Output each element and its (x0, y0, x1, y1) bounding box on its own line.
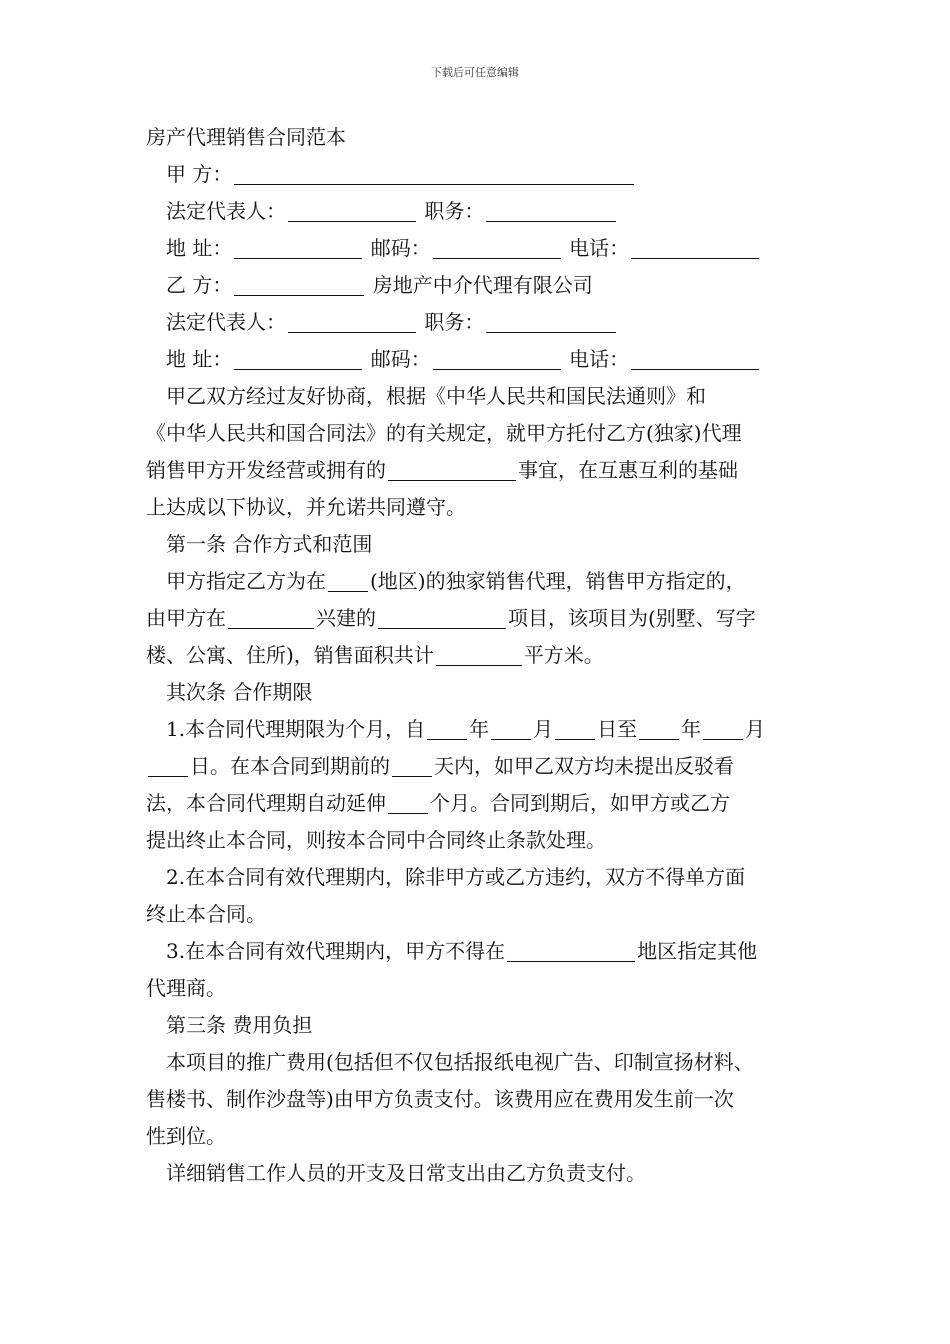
position-blank[interactable] (486, 310, 616, 333)
region-blank[interactable] (507, 939, 635, 962)
article-line (146, 563, 811, 600)
party-b-address-line (146, 341, 811, 378)
party-a-line (146, 156, 811, 193)
party-a-rep-line (146, 193, 811, 230)
intro-line: 上达成以下协议，并允诺共同遵守。 (146, 495, 466, 519)
postcode-label: 邮码： (370, 236, 431, 260)
article-line: 详细销售工作人员的开支及日常支出由乙方负责支付。 (166, 1161, 646, 1185)
month-blank[interactable] (491, 717, 531, 740)
article-line: 2.在本合同有效代理期内，除非甲方或乙方违约，双方不得单方面 (166, 865, 746, 889)
party-a-label: 甲 方： (166, 162, 233, 186)
party-b-label: 乙 方： (166, 273, 233, 297)
article-text: 天内，如甲乙双方均未提出反驳看 (434, 754, 734, 778)
phone-blank[interactable] (631, 347, 759, 370)
article-line (146, 785, 811, 822)
party-a-address-line (146, 230, 811, 267)
position-label: 职务： (424, 199, 485, 223)
region-blank[interactable] (328, 569, 368, 592)
postcode-blank[interactable] (433, 347, 561, 370)
postcode-label: 邮码： (370, 347, 431, 371)
intro-line (146, 452, 811, 489)
address-label: 地 址： (166, 236, 233, 260)
party-b-blank[interactable] (234, 273, 364, 296)
article-text: 法，本合同代理期自动延伸 (146, 791, 386, 815)
month-label: 月 (533, 717, 554, 741)
party-a-blank[interactable] (234, 162, 634, 185)
year-blank[interactable] (427, 717, 467, 740)
contract-body (146, 119, 811, 1192)
day-blank[interactable] (148, 754, 188, 777)
intro-line: 《中华人民共和国合同法》的有关规定，就甲方托付乙方(独家)代理 (146, 421, 742, 445)
month-label: 月 (745, 717, 766, 741)
year-label: 年 (681, 717, 702, 741)
article-text: 甲方指定乙方为在 (166, 569, 326, 593)
year-blank[interactable] (639, 717, 679, 740)
document-title: 房产代理销售合同范本 (146, 125, 346, 149)
year-label: 年 (469, 717, 490, 741)
day-blank[interactable] (555, 717, 595, 740)
article-line (146, 748, 811, 785)
address-blank[interactable] (234, 347, 362, 370)
address-blank[interactable] (234, 236, 362, 259)
article-text: (地区)的独家销售代理，销售甲方指定的， (370, 569, 746, 593)
rep-label: 法定代表人： (166, 310, 286, 334)
article-text: 日。在本合同到期前的 (190, 754, 390, 778)
subject-blank[interactable] (388, 458, 516, 481)
article-line: 提出终止本合同，则按本合同中合同终止条款处理。 (146, 828, 606, 852)
position-blank[interactable] (486, 199, 616, 222)
article-line (146, 711, 811, 748)
months-blank[interactable] (388, 791, 428, 814)
article-line (146, 600, 811, 637)
intro-text: 事宜，在互惠互利的基础 (518, 458, 738, 482)
article-text: 项目，该项目为(别墅、写字 (508, 606, 756, 630)
page-header: 下载后可任意编辑 (431, 66, 519, 79)
project-blank[interactable] (378, 606, 506, 629)
day-to-label: 日至 (597, 717, 638, 741)
postcode-blank[interactable] (433, 236, 561, 259)
article-text: 地区指定其他 (637, 939, 758, 963)
intro-line: 甲乙双方经过友好协商，根据《中华人民共和国民法通则》和 (166, 384, 706, 408)
party-b-line (146, 267, 811, 304)
rep-blank[interactable] (288, 199, 416, 222)
party-b-company: 房地产中介代理有限公司 (372, 273, 593, 297)
article-line: 售楼书、制作沙盘等)由甲方负责支付。该费用应在费用发生前一次 (146, 1087, 734, 1111)
article-text: 平方米。 (523, 643, 604, 667)
article-text: 兴建的 (316, 606, 376, 630)
month-blank[interactable] (703, 717, 743, 740)
article-text: 楼、公寓、住所)，销售面积共计 (146, 643, 434, 667)
phone-blank[interactable] (631, 236, 759, 259)
article-line (146, 933, 811, 970)
position-label: 职务： (424, 310, 485, 334)
party-b-rep-line (146, 304, 811, 341)
article-text: 3.在本合同有效代理期内，甲方不得在 (166, 939, 506, 963)
address-label: 地 址： (166, 347, 233, 371)
article-line: 本项目的推广费用(包括但不仅包括报纸电视广告、印制宣扬材料、 (166, 1050, 754, 1074)
article-heading: 第一条 合作方式和范围 (166, 532, 373, 556)
article-line: 性到位。 (146, 1124, 226, 1148)
location-blank[interactable] (228, 606, 314, 629)
article-line: 代理商。 (146, 976, 226, 1000)
rep-label: 法定代表人： (166, 199, 286, 223)
phone-label: 电话： (569, 236, 630, 260)
article-line (146, 637, 811, 674)
article-heading: 第三条 费用负担 (166, 1013, 313, 1037)
article-heading: 其次条 合作期限 (166, 680, 313, 704)
phone-label: 电话： (569, 347, 630, 371)
rep-blank[interactable] (288, 310, 416, 333)
article-text: 1.本合同代理期限为个月，自 (166, 717, 426, 741)
area-blank[interactable] (436, 643, 522, 666)
intro-text: 销售甲方开发经营或拥有的 (146, 458, 386, 482)
article-text: 个月。合同到期后，如甲方或乙方 (430, 791, 730, 815)
days-blank[interactable] (392, 754, 432, 777)
article-text: 由甲方在 (146, 606, 226, 630)
article-line: 终止本合同。 (146, 902, 266, 926)
